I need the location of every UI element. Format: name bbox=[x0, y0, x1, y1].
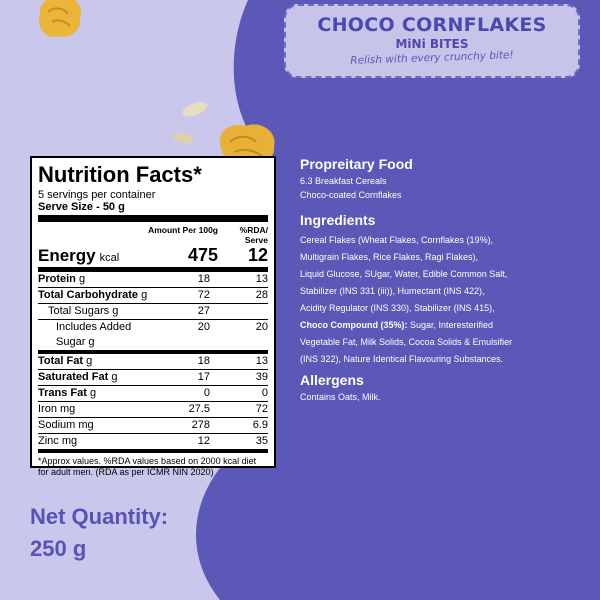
ingredients-line: (INS 322), Nature Identical Flavouring Substances. bbox=[300, 354, 504, 364]
energy-label: Energy bbox=[38, 246, 96, 265]
ingredients-section bbox=[300, 212, 512, 368]
allergens-text: Contains Oats, Milk. bbox=[300, 392, 381, 402]
nutrient-unit: g bbox=[141, 289, 148, 301]
ingredients-line: Vegetable Fat, Milk Solids, Cocoa Solids & Emulsifier bbox=[300, 337, 513, 347]
nutrient-row bbox=[38, 354, 268, 370]
nutrient-rda: 28 bbox=[255, 289, 268, 301]
nutrient-name: Includes Added Sugar g bbox=[56, 321, 132, 348]
nutrient-name: Protein bbox=[38, 273, 76, 285]
nutrient-per100: 27 bbox=[197, 305, 210, 317]
nutrient-per100: 27.5 bbox=[188, 403, 210, 415]
nutrient-rda: 35 bbox=[255, 435, 268, 447]
oat-grain-icon bbox=[170, 130, 196, 146]
nutrient-per100: 72 bbox=[197, 289, 210, 301]
nutrient-row bbox=[38, 434, 268, 453]
proprietary-line: Choco-coated Cornflakes bbox=[300, 189, 402, 200]
nutrient-per100: 12 bbox=[197, 435, 210, 447]
proprietary-line: 6.3 Breakfast Cereals bbox=[300, 176, 387, 186]
ingredients-heading: Ingredients bbox=[300, 212, 376, 228]
cornflake-icon bbox=[34, 0, 86, 44]
product-subtitle: MiNi BITES bbox=[395, 37, 469, 51]
nutrient-row bbox=[38, 288, 268, 304]
nutrient-per100: 278 bbox=[191, 419, 210, 431]
ingredients-line: Acidity Regulator (INS 330), Stabilizer (INS 415), bbox=[300, 303, 495, 313]
energy-unit: kcal bbox=[99, 252, 120, 264]
nutrition-column-headers bbox=[38, 225, 268, 245]
product-title: CHOCO CORNFLAKES bbox=[317, 14, 547, 36]
nutrient-name: Zinc mg bbox=[38, 435, 78, 447]
nutrient-unit: g bbox=[86, 355, 93, 367]
rda-header: %RDA/ Serve bbox=[239, 225, 268, 245]
nutrient-name: Trans Fat bbox=[38, 387, 87, 399]
nutrient-row bbox=[38, 304, 268, 320]
energy-row bbox=[38, 245, 268, 272]
nutrient-unit: g bbox=[89, 387, 97, 399]
nutrient-rda: 0 bbox=[261, 387, 268, 399]
proprietary-heading: Propreitary Food bbox=[300, 156, 413, 172]
nutrient-rda: 39 bbox=[255, 371, 268, 383]
nutrient-per100: 18 bbox=[197, 355, 210, 367]
net-quantity-label: Net Quantity: bbox=[30, 504, 169, 529]
servings-per-container: 5 servings per container bbox=[38, 189, 156, 201]
nutrient-name: Sodium mg bbox=[38, 419, 94, 431]
proprietary-section bbox=[300, 156, 413, 202]
nutrient-rda: 6.9 bbox=[252, 419, 268, 431]
allergens-heading: Allergens bbox=[300, 372, 364, 388]
allergens-section bbox=[300, 372, 381, 405]
oat-grain-icon bbox=[180, 100, 210, 118]
nutrition-title: Nutrition Facts* bbox=[38, 162, 202, 187]
nutrition-footnote: *Approx values. %RDA values based on 2000 kcal diet for adult men. (RDA as per ICMR NIN 2020) bbox=[38, 456, 257, 477]
product-tagline: Relish with every crunchy bite! bbox=[350, 49, 514, 67]
nutrient-name: Saturated Fat bbox=[38, 371, 109, 383]
nutrient-row bbox=[38, 386, 268, 402]
brand-label bbox=[284, 4, 580, 78]
nutrient-per100: 0 bbox=[203, 387, 210, 399]
ingredients-line: Sugar, Interesterified bbox=[407, 320, 494, 330]
nutrient-name: Total Carbohydrate bbox=[38, 289, 139, 301]
nutrient-per100: 20 bbox=[197, 321, 210, 333]
nutrient-unit: g bbox=[78, 273, 86, 285]
serving-size: Serve Size - 50 g bbox=[38, 201, 268, 222]
energy-rda: 12 bbox=[247, 245, 268, 265]
ingredients-line: Liquid Glucose, SUgar, Water, Edible Common Salt, bbox=[300, 269, 508, 279]
nutrient-per100: 18 bbox=[197, 273, 210, 285]
nutrient-rda: 13 bbox=[255, 355, 268, 367]
nutrition-facts-table bbox=[30, 156, 276, 477]
ingredients-line: Stabilizer (INS 331 (iii)), Humectant (INS 422), bbox=[300, 286, 485, 296]
nutrient-rda bbox=[218, 304, 268, 319]
nutrient-row bbox=[38, 370, 268, 386]
nutrient-row bbox=[38, 402, 268, 418]
nutrient-row bbox=[38, 272, 268, 288]
ingredients-line: Cereal Flakes (Wheat Flakes, Cornflakes (19%), bbox=[300, 235, 494, 245]
nutrient-rda: 13 bbox=[255, 273, 268, 285]
choco-compound-label: Choco Compound (35%): bbox=[300, 320, 408, 330]
nutrient-rda: 72 bbox=[255, 403, 268, 415]
nutrient-unit: g bbox=[111, 371, 118, 383]
nutrient-name: Iron mg bbox=[38, 403, 76, 415]
energy-per100: 475 bbox=[187, 245, 218, 265]
ingredients-line: Multigrain Flakes, Rice Flakes, Ragi Flakes), bbox=[300, 252, 479, 262]
net-quantity-value: 250 g bbox=[30, 536, 87, 561]
nutrient-row bbox=[38, 418, 268, 434]
nutrient-rda: 20 bbox=[255, 321, 268, 333]
nutrient-name: Total Sugars g bbox=[48, 305, 119, 317]
amount-header: Amount Per 100g bbox=[148, 225, 218, 235]
nutrient-name: Total Fat bbox=[38, 355, 84, 367]
nutrient-row bbox=[38, 320, 268, 354]
nutrient-per100: 17 bbox=[197, 371, 210, 383]
